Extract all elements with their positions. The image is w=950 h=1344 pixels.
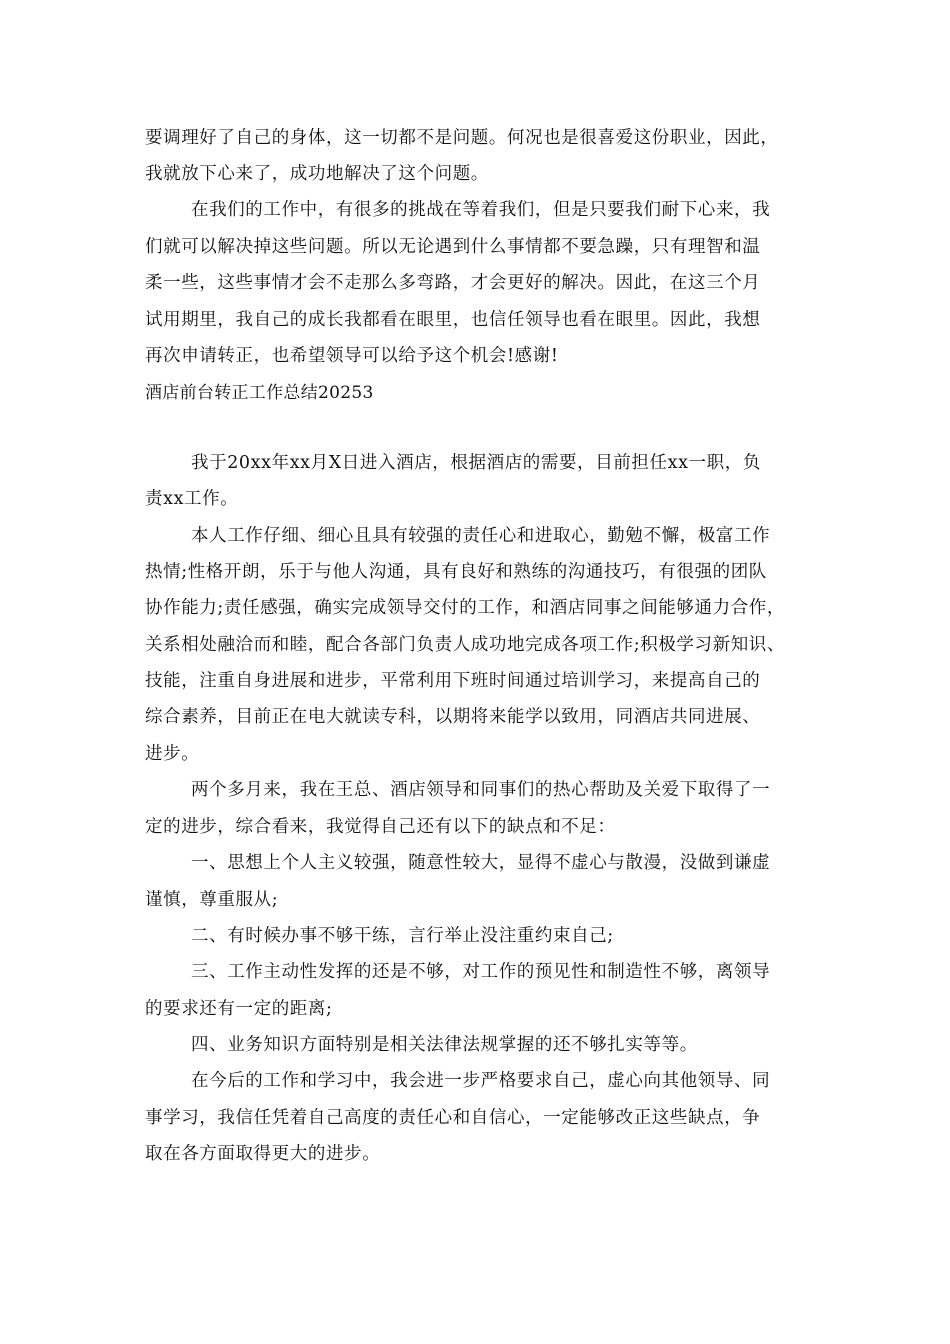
text-line: 四、业务知识方面特别是相关法律法规掌握的还不够扎实等等。 bbox=[191, 1035, 698, 1055]
text-line: 热情;性格开朗，乐于与他人沟通，具有良好和熟练的沟通技巧，有很强的团队 bbox=[145, 562, 767, 582]
text-line: 协作能力;责任感强，确实完成领导交付的工作，和酒店同事之间能够通力合作， bbox=[145, 598, 785, 618]
text-line: 取在各方面取得更大的进步。 bbox=[145, 1144, 381, 1164]
text-line: 试用期里，我自己的成长我都看在眼里，也信任领导也看在眼里。因此，我想 bbox=[145, 310, 761, 330]
text-line: 综合素养，目前正在电大就读专科，以期将来能学以致用，同酒店共同进展、 bbox=[145, 707, 761, 727]
text-line: 要调理好了自己的身体，这一切都不是问题。何况也是很喜爱这份职业，因此， bbox=[145, 128, 779, 148]
text-line: 事学习，我信任凭着自己高度的责任心和自信心，一定能够改正这些缺点，争 bbox=[145, 1108, 761, 1128]
text-line: 二、有时候办事不够干练，言行举止没注重约束自己; bbox=[191, 926, 614, 946]
text-line: 定的进步，综合看来，我觉得自己还有以下的缺点和不足： bbox=[145, 817, 616, 837]
section-title: 酒店前台转正工作总结20253 bbox=[145, 383, 374, 403]
text-line: 本人工作仔细、细心且具有较强的责任心和进取心，勤勉不懈，极富工作 bbox=[191, 526, 771, 546]
text-line: 两个多月来，我在王总、酒店领导和同事们的热心帮助及关爱下取得了一 bbox=[191, 780, 771, 800]
text-line: 一、思想上个人主义较强，随意性较大，显得不虚心与散漫，没做到谦虚 bbox=[191, 853, 771, 873]
text-line: 我于20xx年xx月X日进入酒店，根据酒店的需要，目前担任xx一职，负 bbox=[191, 453, 761, 473]
text-line: 谨慎，尊重服从; bbox=[145, 890, 279, 910]
text-line: 在我们的工作中，有很多的挑战在等着我们，但是只要我们耐下心来，我 bbox=[191, 200, 771, 220]
text-line: 们就可以解决掉这些问题。所以无论遇到什么事情都不要急躁，只有理智和温 bbox=[145, 237, 761, 257]
text-line: 三、工作主动性发挥的还是不够，对工作的预见性和制造性不够，离领导 bbox=[191, 962, 771, 982]
text-line: 我就放下心来了，成功地解决了这个问题。 bbox=[145, 164, 489, 184]
text-line: 进步。 bbox=[145, 744, 200, 764]
text-line: 柔一些，这些事情才会不走那么多弯路，才会更好的解决。因此，在这三个月 bbox=[145, 273, 761, 293]
text-line: 再次申请转正，也希望领导可以给予这个机会!感谢! bbox=[145, 346, 559, 366]
text-line: 的要求还有一定的距离; bbox=[145, 999, 333, 1019]
text-line: 技能，注重自身进展和进步，平常利用下班时间通过培训学习，来提高自己的 bbox=[145, 671, 761, 691]
text-line: 关系相处融洽而和睦，配合各部门负责人成功地完成各项工作;积极学习新知识、 bbox=[145, 635, 785, 655]
text-line: 在今后的工作和学习中，我会进一步严格要求自己，虚心向其他领导、同 bbox=[191, 1071, 771, 1091]
text-line: 责xx工作。 bbox=[145, 489, 239, 509]
